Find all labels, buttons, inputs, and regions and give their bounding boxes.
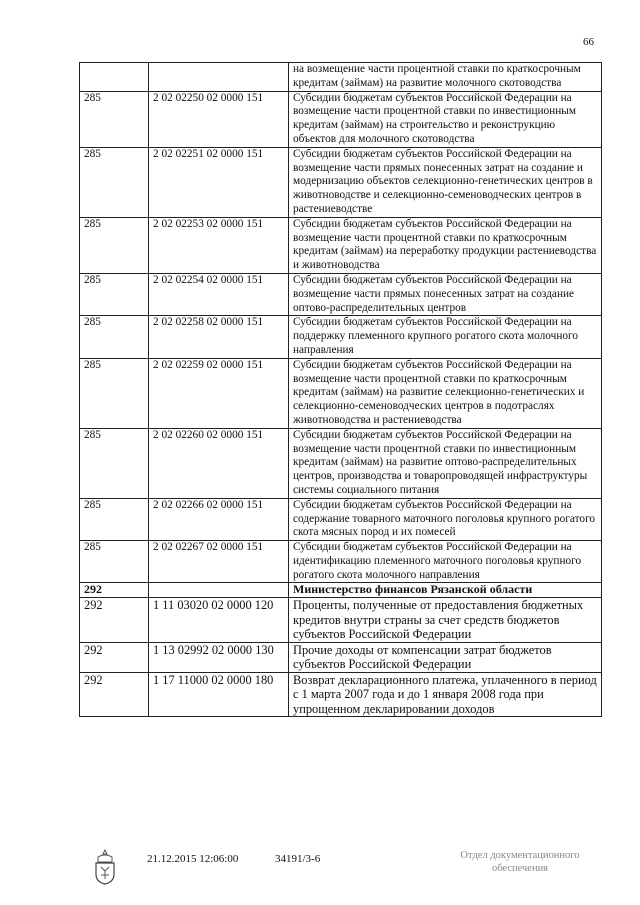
- description-cell: Субсидии бюджетам субъектов Российской Федерации на возмещение части прямых понесенных затрат на создание оптово-распределительных центров: [289, 273, 602, 315]
- stamp-line: Отдел документационного: [460, 850, 580, 861]
- revenue-code-cell: 2 02 02251 02 0000 151: [149, 147, 289, 217]
- revenue-code-cell: 1 13 02992 02 0000 130: [149, 642, 289, 672]
- table-row: [80, 273, 602, 315]
- revenue-code-cell: 2 02 02254 02 0000 151: [149, 273, 289, 315]
- admin-code-cell: 285: [80, 147, 149, 217]
- table-row: [80, 217, 602, 273]
- admin-code-cell: 285: [80, 358, 149, 428]
- revenue-code-cell: [149, 583, 289, 598]
- description-cell: Субсидии бюджетам субъектов Российской Федерации на возмещение части прямых понесенных затрат на создание и модернизацию объектов селекционно-генетических центров в животноводстве и селекционно-семеноводческих центров в растениеводстве: [289, 147, 602, 217]
- description-cell: Прочие доходы от компенсации затрат бюджетов субъектов Российской Федерации: [289, 642, 602, 672]
- admin-code-cell: 285: [80, 316, 149, 358]
- description-cell: Субсидии бюджетам субъектов Российской Федерации на возмещение части процентной ставки по инвестиционным кредитам (займам) на строительство и реконструкцию объектов для молочного скотоводства: [289, 91, 602, 147]
- table-row: [80, 498, 602, 540]
- revenue-code-cell: 1 17 11000 02 0000 180: [149, 672, 289, 717]
- print-date: 21.12.2015 12:06:00: [147, 853, 239, 865]
- table-row: [80, 63, 602, 92]
- coat-of-arms-icon: [92, 848, 118, 886]
- admin-code-cell: 292: [80, 598, 149, 643]
- admin-code-cell: 285: [80, 273, 149, 315]
- admin-code-cell: 292: [80, 642, 149, 672]
- admin-code-cell: 292: [80, 672, 149, 717]
- admin-code-cell: 285: [80, 91, 149, 147]
- description-cell: Субсидии бюджетам субъектов Российской Федерации на идентификацию племенного маточного поголовья крупного рогатого скота молочного направления: [289, 541, 602, 583]
- description-cell: на возмещение части процентной ставки по краткосрочным кредитам (займам) на развитие молочного скотоводства: [289, 63, 602, 92]
- admin-code-cell: [80, 63, 149, 92]
- table-row: [80, 672, 602, 717]
- description-cell: Проценты, полученные от предоставления бюджетных кредитов внутри страны за счет средств бюджетов субъектов Российской Федерации: [289, 598, 602, 643]
- revenue-codes-table: [79, 62, 602, 717]
- table-row: [80, 91, 602, 147]
- revenue-code-cell: 2 02 02253 02 0000 151: [149, 217, 289, 273]
- description-cell: Субсидии бюджетам субъектов Российской Федерации на содержание товарного маточного поголовья крупного рогатого скота мясных пород и их помесей: [289, 498, 602, 540]
- description-cell: Субсидии бюджетам субъектов Российской Федерации на возмещение части процентной ставки по краткосрочным кредитам (займам) на переработку продукции растениеводства и животноводства: [289, 217, 602, 273]
- admin-code-cell: 292: [80, 583, 149, 598]
- ministry-heading-row: [80, 583, 602, 598]
- table-row: [80, 147, 602, 217]
- table-row: [80, 642, 602, 672]
- table-row: [80, 428, 602, 498]
- admin-code-cell: 285: [80, 428, 149, 498]
- page-number: 66: [583, 36, 594, 48]
- table-row: [80, 598, 602, 643]
- stamp-line: обеспечения: [491, 863, 549, 874]
- revenue-code-cell: 2 02 02259 02 0000 151: [149, 358, 289, 428]
- admin-code-cell: 285: [80, 217, 149, 273]
- document-number: 34191/3-6: [275, 853, 321, 865]
- revenue-code-cell: 1 11 03020 02 0000 120: [149, 598, 289, 643]
- table-row: [80, 358, 602, 428]
- admin-code-cell: 285: [80, 541, 149, 583]
- revenue-code-cell: 2 02 02260 02 0000 151: [149, 428, 289, 498]
- description-cell: Субсидии бюджетам субъектов Российской Федерации на возмещение части процентной ставки по инвестиционным кредитам (займам) на развитие оптово-распределительных центров, производства и товаропроводящей инфраструктуры системы социального питания: [289, 428, 602, 498]
- description-cell: Возврат декларационного платежа, уплаченного в период с 1 марта 2007 года и до 1 января 2008 года при упрощенном декларировании доходов: [289, 672, 602, 717]
- table-row: [80, 316, 602, 358]
- description-cell: Субсидии бюджетам субъектов Российской Федерации на поддержку племенного крупного рогатого скота молочного направления: [289, 316, 602, 358]
- revenue-code-cell: 2 02 02267 02 0000 151: [149, 541, 289, 583]
- revenue-code-cell: [149, 63, 289, 92]
- department-stamp: [450, 849, 590, 875]
- revenue-code-cell: 2 02 02258 02 0000 151: [149, 316, 289, 358]
- revenue-code-cell: 2 02 02266 02 0000 151: [149, 498, 289, 540]
- revenue-code-cell: 2 02 02250 02 0000 151: [149, 91, 289, 147]
- ministry-name-cell: Министерство финансов Рязанской области: [289, 583, 602, 598]
- description-cell: Субсидии бюджетам субъектов Российской Федерации на возмещение части процентной ставки по краткосрочным кредитам (займам) на развитие селекционно-генетических и селекционно-семеноводческих центров в подотраслях животноводства и растениеводства: [289, 358, 602, 428]
- admin-code-cell: 285: [80, 498, 149, 540]
- table-row: [80, 541, 602, 583]
